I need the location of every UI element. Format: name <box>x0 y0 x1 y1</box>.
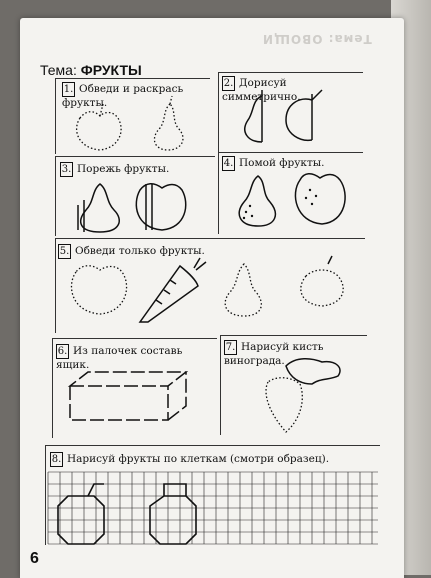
task-number: 6. <box>57 346 68 357</box>
task-4 <box>222 156 367 171</box>
task-text: Нарисуй фрукты по клеткам (смотри образец). <box>67 453 330 465</box>
task-number: 7. <box>225 342 236 353</box>
divider <box>218 152 363 153</box>
task-text: Обведи и раскрась фрукты. <box>62 83 184 109</box>
bleed-through-text: Тема: ОВОЩИ <box>262 32 372 46</box>
task-text: Нарисуй кисть винограда. <box>224 341 324 367</box>
task-2 <box>222 76 367 104</box>
octagon-fruit-icon <box>150 484 196 544</box>
divider <box>52 338 217 339</box>
topic-value: ФРУКТЫ <box>80 62 142 78</box>
divider <box>218 152 219 234</box>
topic-label: Тема: <box>40 62 77 78</box>
task-1 <box>62 82 212 110</box>
divider <box>45 445 46 545</box>
divider <box>55 156 56 236</box>
divider <box>55 78 210 79</box>
task-number: 8. <box>51 454 62 465</box>
drawing-grid <box>48 472 378 544</box>
task-text: Дорисуй симметрично. <box>222 77 301 103</box>
divider <box>52 338 53 438</box>
divider <box>45 445 380 446</box>
task-number: 1. <box>63 84 74 95</box>
divider <box>220 335 367 336</box>
divider <box>55 78 56 154</box>
task-7 <box>224 340 364 368</box>
divider <box>55 238 56 333</box>
task-number: 4. <box>223 158 234 169</box>
page-title <box>40 62 142 78</box>
divider <box>218 72 363 73</box>
octagon-apple-icon <box>58 484 104 544</box>
task-text: Порежь фрукты. <box>77 163 170 175</box>
page-number: 6 <box>30 550 39 567</box>
task-5 <box>58 244 358 259</box>
task-3 <box>60 162 215 177</box>
task-text: Обведи только фрукты. <box>75 245 205 257</box>
task-6 <box>56 344 218 372</box>
divider <box>220 335 221 435</box>
task-number: 3. <box>61 164 72 175</box>
task-text: Помой фрукты. <box>239 157 325 169</box>
task-text: Из палочек составь ящик. <box>56 345 183 371</box>
divider <box>218 72 219 154</box>
divider <box>55 238 365 239</box>
task-number: 5. <box>59 246 70 257</box>
task-8 <box>50 452 380 467</box>
task-number: 2. <box>223 78 234 89</box>
divider <box>55 156 215 157</box>
